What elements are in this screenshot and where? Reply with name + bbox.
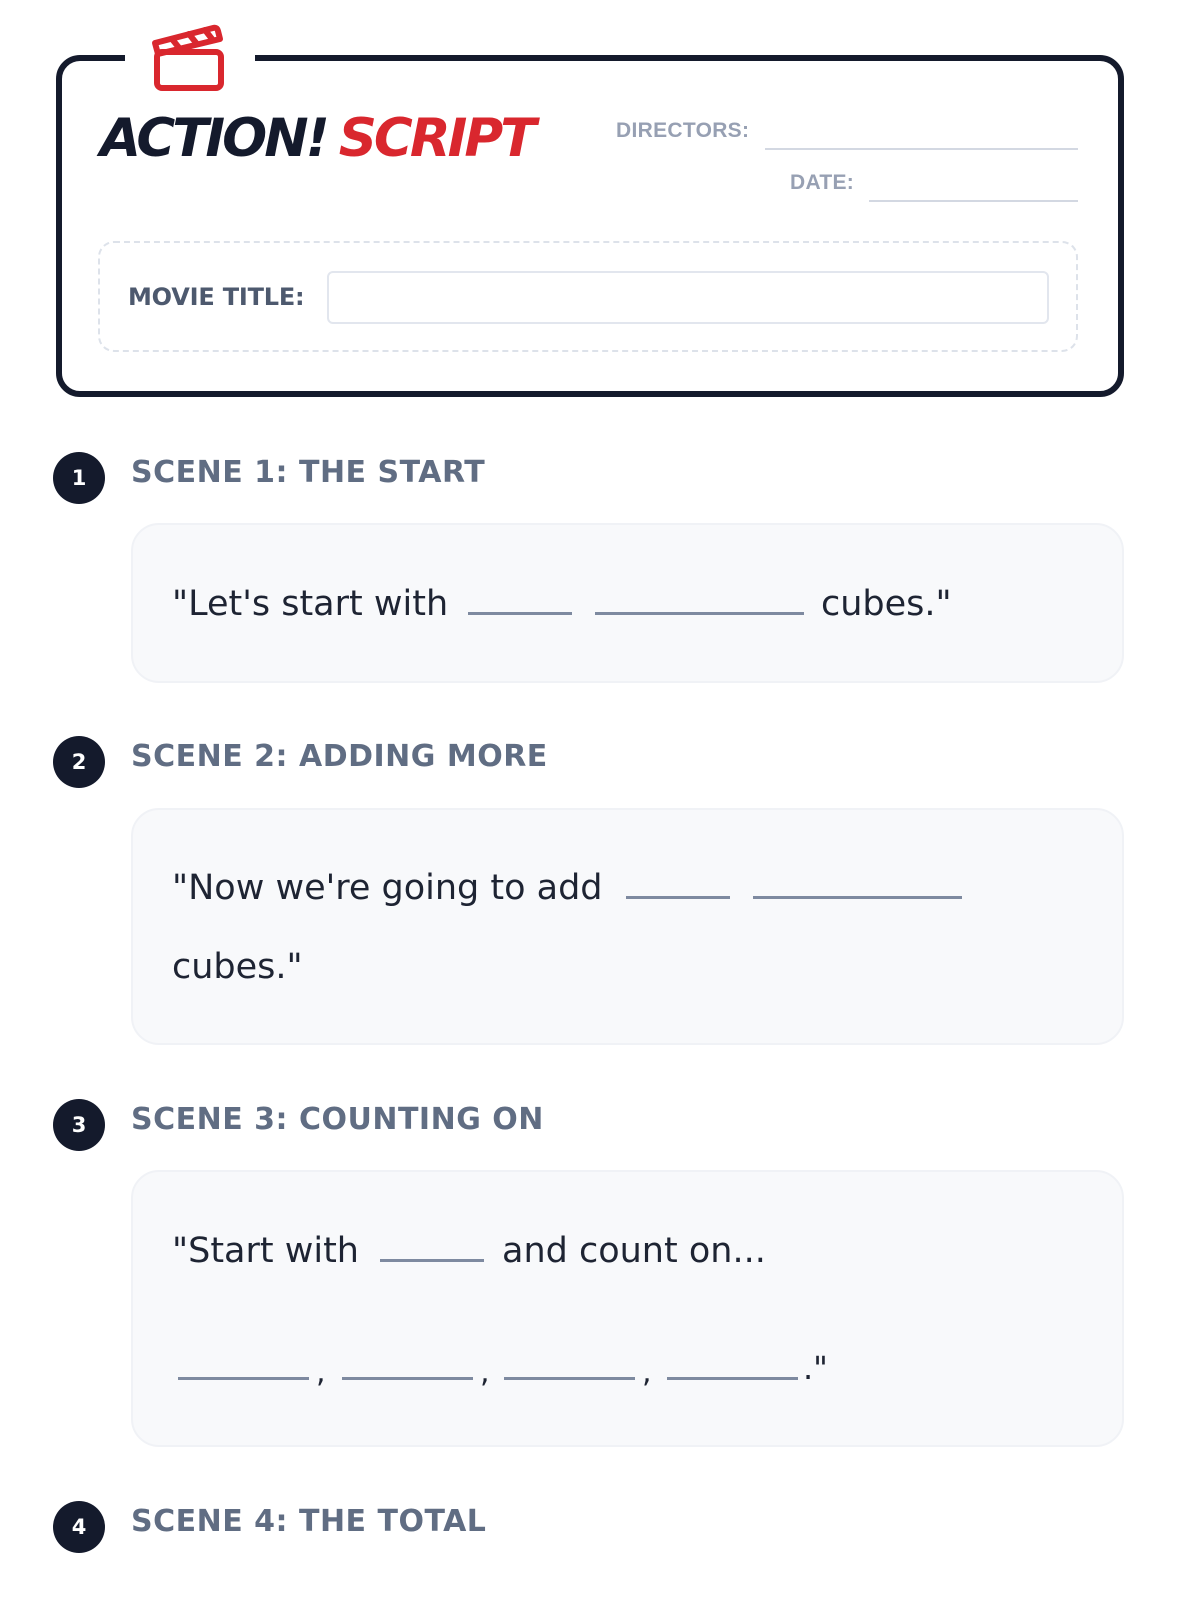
answer-blank-start[interactable] — [380, 1259, 484, 1262]
brand-action: ACTION! — [100, 108, 327, 169]
scene-number-badge: 1 — [53, 452, 105, 504]
count-on-comma: , — [642, 1355, 652, 1390]
scene-title: SCENE 3: COUNTING ON — [131, 1102, 544, 1137]
movie-title-label: MOVIE TITLE: — [128, 283, 305, 311]
scene-number-badge: 3 — [53, 1099, 105, 1151]
directors-label: DIRECTORS: — [616, 119, 750, 142]
answer-blank-word[interactable] — [753, 896, 962, 899]
count-on-blank-1[interactable] — [178, 1377, 309, 1380]
script-line-prefix: "Let's start with — [172, 584, 449, 624]
count-on-comma: , — [316, 1355, 326, 1390]
answer-blank-number[interactable] — [468, 612, 572, 615]
scene-number-badge: 2 — [53, 736, 105, 788]
brand-wordmark — [100, 108, 534, 169]
count-on-blank-3[interactable] — [504, 1377, 635, 1380]
count-on-comma: , — [480, 1355, 490, 1390]
script-line-middle: and count on... — [502, 1231, 766, 1271]
directors-line[interactable] — [765, 148, 1078, 150]
script-line-prefix: "Now we're going to add — [172, 868, 603, 908]
script-line-suffix: cubes." — [821, 584, 952, 624]
clapperboard-icon — [150, 18, 228, 96]
date-line[interactable] — [869, 200, 1078, 202]
movie-title-input[interactable] — [327, 271, 1049, 324]
scene-script-box — [131, 808, 1124, 1045]
scene-number-badge: 4 — [53, 1501, 105, 1553]
script-line-suffix: cubes." — [172, 947, 303, 987]
scene-title: SCENE 2: ADDING MORE — [131, 739, 548, 774]
count-on-blank-2[interactable] — [342, 1377, 473, 1380]
script-line-prefix: "Start with — [172, 1231, 359, 1271]
scene-script-box — [131, 1170, 1124, 1447]
brand-script: SCRIPT — [338, 108, 534, 169]
date-label: DATE: — [790, 171, 855, 194]
count-on-blank-4[interactable] — [667, 1377, 798, 1380]
scene-title: SCENE 4: THE TOTAL — [131, 1504, 487, 1539]
answer-blank-word[interactable] — [595, 612, 804, 615]
count-on-end: ." — [803, 1349, 828, 1387]
answer-blank-number[interactable] — [626, 896, 730, 899]
scene-title: SCENE 1: THE START — [131, 455, 486, 490]
